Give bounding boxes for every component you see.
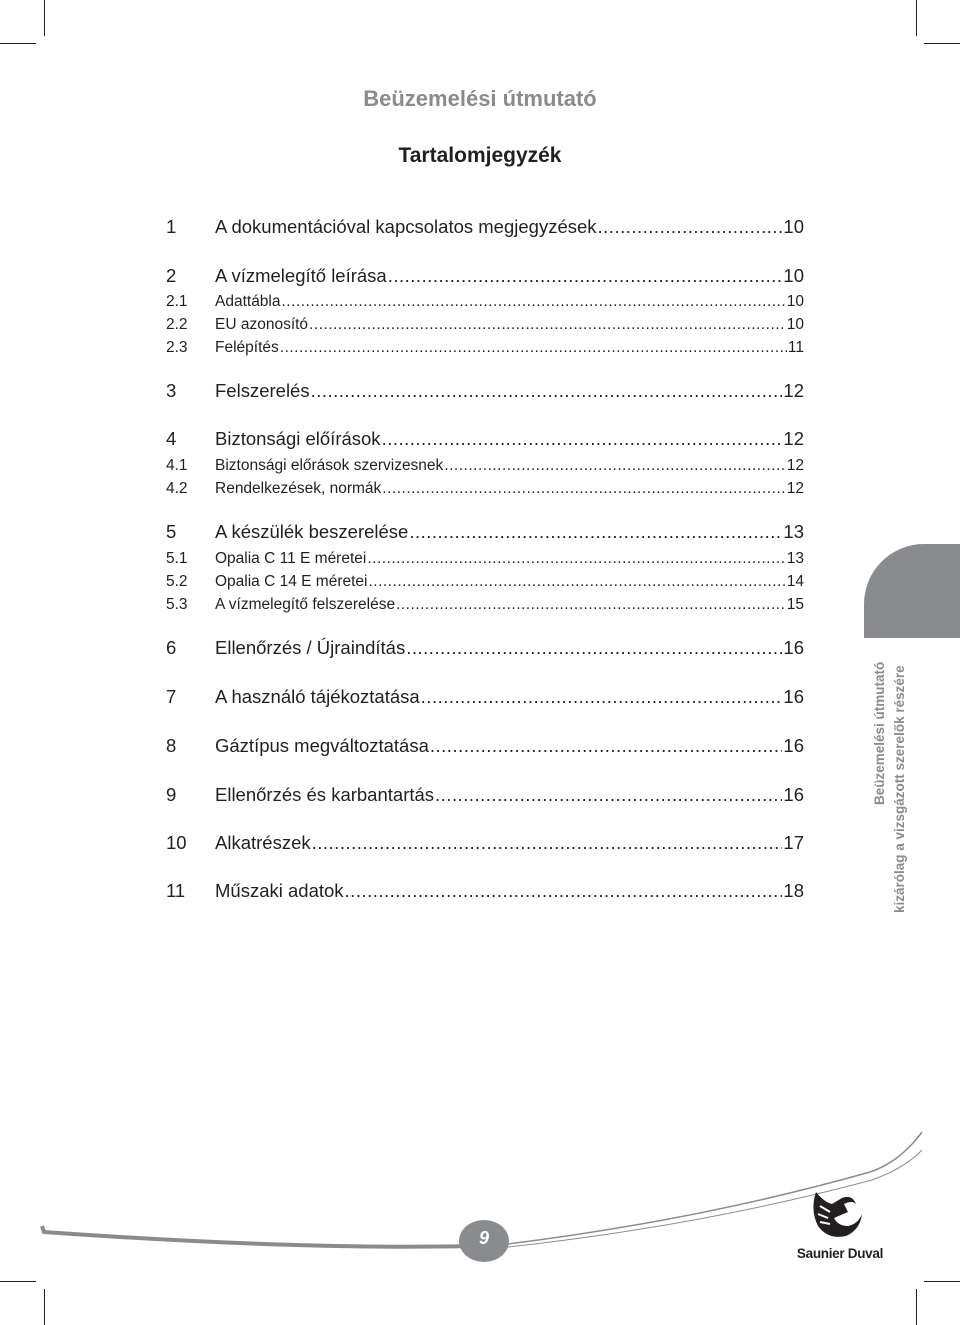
toc-entry-page: 13 — [783, 521, 804, 542]
toc-leader-dots — [382, 428, 783, 450]
toc-entry-number: 4 — [166, 428, 177, 449]
toc-entry-number: 9 — [166, 784, 177, 805]
toc-leader-dots — [598, 216, 783, 238]
toc-entry-title: Ellenőrzés és karbantartás — [215, 784, 435, 805]
toc-leader-dots — [312, 832, 783, 854]
toc-entry — [166, 480, 804, 498]
toc-entry-page: 10 — [786, 293, 804, 310]
toc-entry-title: Felszerelés — [215, 380, 310, 401]
toc-entry-title: A vízmelegítő leírása — [215, 265, 387, 286]
toc-entry — [166, 784, 804, 806]
toc-entry-number: 5 — [166, 521, 177, 542]
toc-entry-page: 13 — [786, 550, 804, 567]
toc-leader-dots — [421, 686, 783, 708]
toc-leader-dots — [444, 457, 785, 475]
toc-entry-page: 18 — [783, 880, 804, 901]
crop-mark — [44, 1289, 45, 1325]
toc-entry-title: Felépítés — [215, 339, 279, 356]
crop-mark — [44, 0, 45, 36]
toc-leader-dots — [282, 293, 786, 311]
toc-entry-page: 14 — [786, 573, 804, 590]
toc-entry-number: 3 — [166, 380, 177, 401]
crop-mark — [0, 43, 36, 44]
toc-leader-dots — [369, 573, 786, 591]
toc-entry — [166, 573, 804, 591]
toc-entry-number: 10 — [166, 832, 187, 853]
toc-entry-page: 10 — [783, 216, 804, 237]
toc-entry-page: 12 — [786, 457, 804, 474]
toc-entry-page: 12 — [786, 480, 804, 497]
side-tab — [864, 544, 960, 638]
toc-entry-number: 6 — [166, 637, 177, 658]
toc-entry-title: Ellenőrzés / Újraindítás — [215, 637, 406, 658]
toc-entry — [166, 550, 804, 568]
toc-entry — [166, 637, 804, 659]
toc-entry-title: A használó tájékoztatása — [215, 686, 420, 707]
toc-entry-title: Biztonsági előírások — [215, 428, 381, 449]
toc-entry-title: Rendelkezések, normák — [215, 480, 382, 497]
toc-entry-number: 4.2 — [166, 480, 188, 497]
toc-entry-number: 2.1 — [166, 293, 188, 310]
toc-entry-page: 17 — [783, 832, 804, 853]
toc-entry — [166, 316, 804, 334]
toc-leader-dots — [396, 596, 786, 614]
toc-entry — [166, 686, 804, 708]
toc-entry-number: 5.3 — [166, 596, 188, 613]
side-caption — [862, 645, 918, 915]
side-caption-line1: Beüzemelési útmutató — [872, 661, 887, 805]
toc-entry-page: 11 — [787, 339, 804, 356]
toc-entry-title: Alkatrészek — [215, 832, 311, 853]
toc-entry-number: 8 — [166, 735, 177, 756]
toc-entry-number: 4.1 — [166, 457, 188, 474]
toc-entry — [166, 428, 804, 450]
toc-entry — [166, 216, 804, 238]
toc-entry-page: 10 — [786, 316, 804, 333]
toc-entry-title: A vízmelegítő felszerelése — [215, 596, 396, 613]
toc-entry-title: Opalia C 14 E méretei — [215, 573, 368, 590]
toc-entry — [166, 832, 804, 854]
toc-entry — [166, 457, 804, 475]
toc-entry-title: Műszaki adatok — [215, 880, 344, 901]
crop-mark — [924, 1281, 960, 1282]
crop-mark — [0, 1281, 36, 1282]
toc-leader-dots — [382, 480, 785, 498]
toc-entry — [166, 735, 804, 757]
toc-entry-title: Opalia C 11 E méretei — [215, 550, 367, 567]
toc-leader-dots — [345, 880, 783, 902]
toc-entry-page: 16 — [783, 784, 804, 805]
toc-entry-title: A dokumentációval kapcsolatos megjegyzések — [215, 216, 597, 237]
crop-mark — [916, 1289, 917, 1325]
toc-entry-number: 1 — [166, 216, 177, 237]
page-number: 9 — [478, 1228, 489, 1248]
toc-leader-dots — [409, 521, 782, 543]
toc-entry-number: 2 — [166, 265, 177, 286]
toc-leader-dots — [367, 550, 785, 568]
crop-mark — [924, 43, 960, 44]
toc-entry — [166, 521, 804, 543]
toc-entry — [166, 880, 804, 902]
toc-entry-title: Adattábla — [215, 293, 281, 310]
toc-entry-number: 5.2 — [166, 573, 188, 590]
toc-entry-title: EU azonosító — [215, 316, 309, 333]
page-header: Beüzemelési útmutató — [363, 86, 597, 111]
toc-entry-number: 2.3 — [166, 339, 188, 356]
toc-entry-page: 10 — [783, 265, 804, 286]
crop-mark — [916, 0, 917, 36]
toc-entry-title: A készülék beszerelése — [215, 521, 409, 542]
toc-entry — [166, 339, 804, 357]
toc-entry-page: 12 — [783, 380, 804, 401]
toc-entry-page: 15 — [786, 596, 804, 613]
toc-entry-title: Gáztípus megváltoztatása — [215, 735, 429, 756]
toc-entry-number: 5.1 — [166, 550, 188, 567]
toc-leader-dots — [406, 637, 782, 659]
toc-entry — [166, 380, 804, 402]
toc-entry-number: 7 — [166, 686, 177, 707]
side-caption-line2: kizárólag a vizsgázott szerelők részére — [892, 665, 907, 913]
toc-title: Tartalomjegyzék — [398, 144, 562, 167]
toc-leader-dots — [309, 316, 786, 334]
brand-logo-icon — [808, 1190, 864, 1242]
toc-entry — [166, 596, 804, 614]
toc-leader-dots — [430, 735, 783, 757]
toc-entry-page: 16 — [783, 735, 804, 756]
toc-entry — [166, 265, 804, 287]
toc-entry-page: 16 — [783, 686, 804, 707]
toc-leader-dots — [280, 339, 787, 357]
toc-entry-page: 16 — [783, 637, 804, 658]
brand-name: Saunier Duval — [796, 1246, 884, 1261]
toc-leader-dots — [435, 784, 782, 806]
toc-entry-number: 11 — [166, 880, 186, 901]
toc-leader-dots — [311, 380, 783, 402]
toc-entry-number: 2.2 — [166, 316, 188, 333]
toc-entry-page: 12 — [783, 428, 804, 449]
toc-entry — [166, 293, 804, 311]
toc-entry-title: Biztonsági előrások szervizesnek — [215, 457, 444, 474]
toc-leader-dots — [388, 265, 783, 287]
